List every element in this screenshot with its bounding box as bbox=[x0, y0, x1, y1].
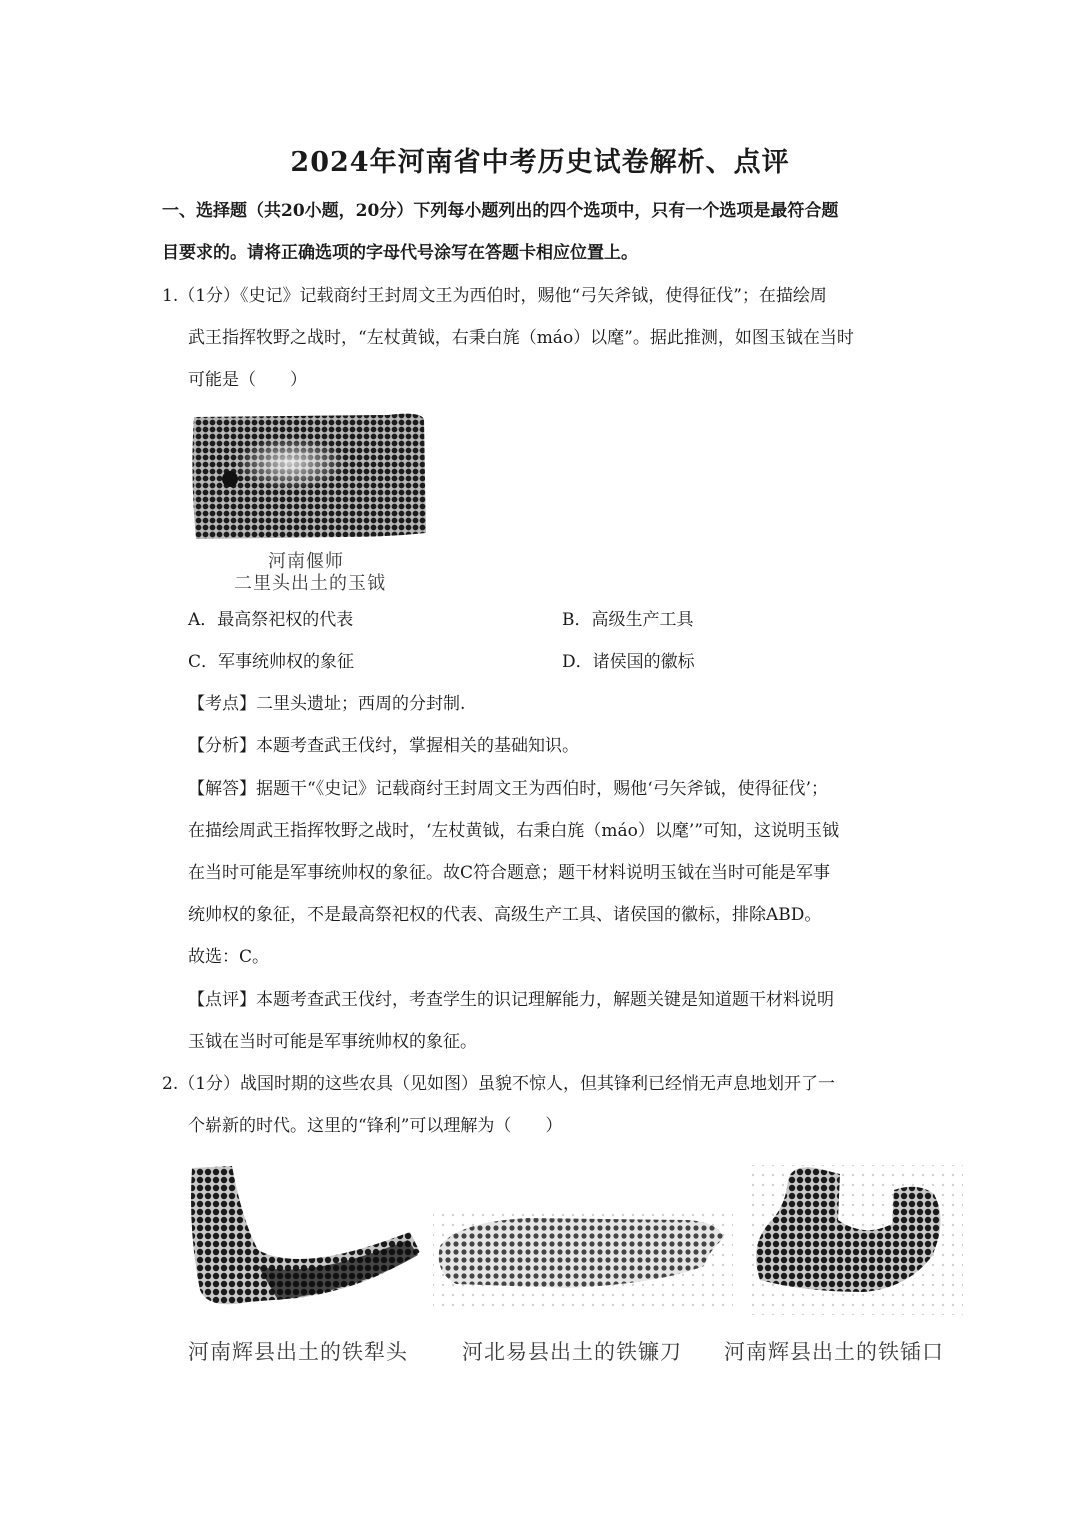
q1-jieda-line-3: 在当时可能是军事统帅权的象征。故C符合题意；题干材料说明玉钺在当时可能是军事 bbox=[188, 863, 831, 883]
q1-stem-line-1: 1.（1分）《史记》记载商纣王封周文王为西伯时，赐他“弓矢斧钺，使得征伐”；在描绘周 bbox=[162, 286, 827, 306]
jade-yue-image bbox=[188, 405, 428, 545]
q1-jieda-line-5: 故选：C。 bbox=[188, 947, 270, 967]
q1-dianping-label: 【点评】 bbox=[188, 990, 256, 1010]
jade-yue-figure bbox=[188, 405, 428, 594]
page-title: 2024年河南省中考历史试卷解析、点评 bbox=[290, 147, 790, 178]
q1-stem-line-2: 武王指挥牧野之战时，“左杖黄钺，右秉白旄（máo）以麾”。据此推测，如图玉钺在当时 bbox=[188, 328, 854, 348]
q1-jieda-label: 【解答】 bbox=[188, 779, 256, 799]
q2-caption-plough: 河南辉县出土的铁犁头 bbox=[188, 1340, 408, 1364]
q2-caption-spade: 河南辉县出土的铁锸口 bbox=[724, 1340, 944, 1364]
jade-yue-caption-2: 二里头出土的玉钺 bbox=[234, 573, 386, 594]
q1-stem-line-3: 可能是（ ） bbox=[188, 370, 307, 390]
q2-stem-line-1: 2.（1分）战国时期的这些农具（见如图）虽貌不惊人，但其锋利已经悄无声息地划开了一 bbox=[162, 1074, 836, 1094]
section-intro-line-2: 目要求的。请将正确选项的字母代号涂写在答题卡相应位置上。 bbox=[162, 243, 638, 263]
q1-option-d: D．诸侯国的徽标 bbox=[562, 652, 695, 672]
q1-jieda-line-1 bbox=[188, 778, 828, 800]
q2-tools-image bbox=[188, 1160, 968, 1330]
q1-option-c: C．军事统帅权的象征 bbox=[188, 652, 355, 672]
q1-jieda-line-2: 在描绘周武王指挥牧野之战时，‘左杖黄钺，右秉白旄（máo）以麾’”可知，这说明玉钺 bbox=[188, 821, 839, 841]
q1-fenxi bbox=[188, 735, 579, 757]
q1-jieda-text-1: 据题干“《史记》记载商纣王封周文王为西伯时，赐他‘弓矢斧钺，使得征伐’； bbox=[256, 779, 828, 799]
q1-option-b: B．高级生产工具 bbox=[562, 610, 694, 630]
q2-caption-sickle: 河北易县出土的铁镰刀 bbox=[462, 1340, 682, 1364]
q1-fenxi-text: 本题考查武王伐纣，掌握相关的基础知识。 bbox=[256, 736, 579, 756]
q2-stem-line-2: 个崭新的时代。这里的“锋利”可以理解为（ ） bbox=[188, 1116, 563, 1136]
section-intro-line-1: 一、选择题（共20小题，20分）下列每小题列出的四个选项中，只有一个选项是最符合题 bbox=[162, 201, 839, 221]
q1-kaodian bbox=[188, 693, 465, 715]
q1-dianping-line-1 bbox=[188, 989, 834, 1011]
q1-jieda-line-4: 统帅权的象征，不是最高祭祀权的代表、高级生产工具、诸侯国的徽标，排除ABD。 bbox=[188, 905, 822, 925]
q1-fenxi-label: 【分析】 bbox=[188, 736, 256, 756]
q2-figures bbox=[188, 1160, 968, 1370]
q1-kaodian-label: 【考点】 bbox=[188, 694, 256, 714]
jade-yue-caption-1: 河南偃师 bbox=[268, 551, 344, 572]
q1-option-a: A．最高祭祀权的代表 bbox=[188, 610, 354, 630]
q1-dianping-line-2: 玉钺在当时可能是军事统帅权的象征。 bbox=[188, 1032, 477, 1052]
q1-dianping-text-1: 本题考查武王伐纣，考查学生的识记理解能力，解题关键是知道题干材料说明 bbox=[256, 990, 834, 1010]
q1-kaodian-text: 二里头遗址；西周的分封制. bbox=[256, 694, 466, 714]
